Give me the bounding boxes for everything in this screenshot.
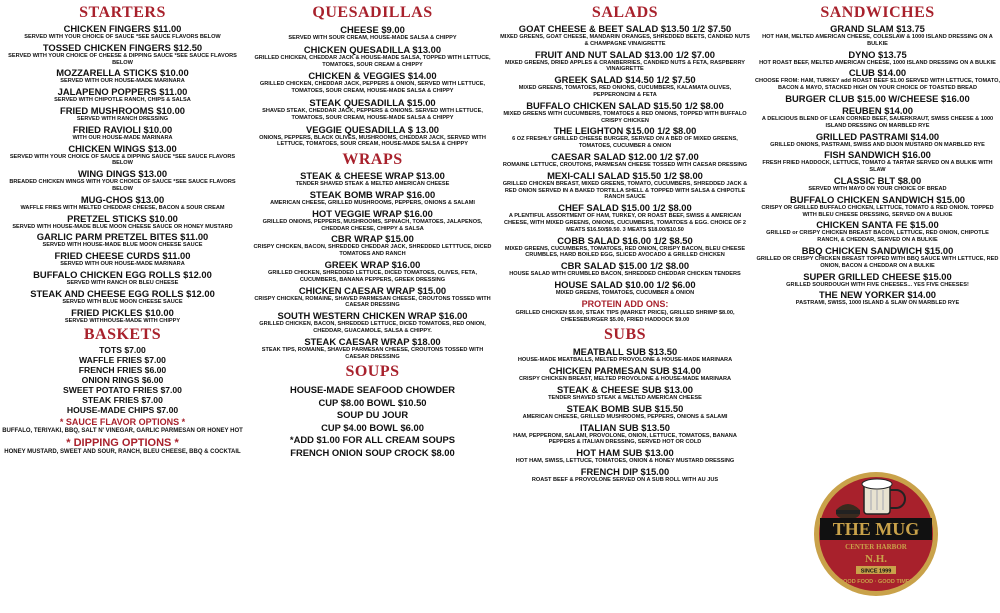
quesadillas-item-description: GRILLED CHICKEN, CHEDDAR JACK & HOUSE-MADE SALSA, TOPPED WITH LETTUCE, TOMATOES, SOUR CREAM & CHIPPY bbox=[254, 54, 491, 68]
quesadillas-item bbox=[250, 24, 495, 42]
salads-item-name: COBB SALAD $16.00 1/2 $8.50 bbox=[557, 234, 693, 246]
subs-item-name: MEATBALL SUB $13.50 bbox=[572, 346, 678, 358]
the-mug-logo bbox=[812, 470, 940, 598]
sandwiches-item bbox=[755, 149, 1000, 174]
soups-item bbox=[250, 409, 495, 422]
sandwiches-item-description: FRESH FRIED HADDOCK, LETTUCE, TOMATO & TARTAR SERVED ON A BULKIE WITH SLAW bbox=[762, 160, 993, 174]
quesadillas-item-name: CHEESE $9.00 bbox=[340, 24, 405, 35]
sandwiches-item bbox=[755, 219, 1000, 244]
wraps-item-description: GRILLED ONIONS, PEPPERS, MUSHROOMS, SPINACH, TOMATOES, JALAPENOS, CHEDDAR CHEESE, CHIPPY & SALSA bbox=[262, 218, 483, 232]
sandwiches-item-description: GRILLED or CRISPY CHICKEN BREAST BACON, LETTUCE, RED ONION, CHIPOTLE RANCH, & CHEDDAR, SERVED ON A BULKIE bbox=[766, 230, 989, 244]
sandwiches-item bbox=[755, 131, 1000, 149]
subs-item bbox=[500, 447, 750, 465]
subs-item-name: HOT HAM SUB $13.00 bbox=[576, 447, 674, 459]
wraps-item-name: HOT VEGGIE WRAP $16.00 bbox=[312, 207, 433, 219]
salads-item bbox=[500, 235, 750, 260]
subs-item bbox=[500, 466, 750, 484]
wraps-item bbox=[250, 189, 495, 207]
quesadillas-item-name: VEGGIE QUESADILLA $ 13.00 bbox=[305, 123, 440, 135]
salads-item-name: BUFFALO CHICKEN SALAD $15.50 1/2 $8.00 bbox=[526, 99, 724, 111]
wraps-item-description: TENDER SHAVED STEAK & MELTED AMERICAN CHEESE bbox=[295, 181, 450, 188]
subs-item-name: FRENCH DIP $15.00 bbox=[580, 465, 670, 477]
salads-item-description: MIXED GREENS, CUCUMBERS, TOMATOES, RED ONION, CRISPY BACON, BLEU CHEESE CRUMBLES, HARD BOILED EGG, SLICED AVOCADO & GRILLED CHICKEN bbox=[504, 245, 746, 259]
quesadillas-heading: QUESADILLAS bbox=[312, 4, 433, 21]
baskets-item-name: SWEET POTATO FRIES $7.00 bbox=[63, 385, 182, 396]
wraps-item-description: CRISPY CHICKEN, BACON, SHREDDED CHEDDAR JACK, SHREDDED LETTTUCE, DICED TOMATOES AND RANCH bbox=[253, 244, 492, 258]
starters-item-name: GARLIC PARM PRETZEL BITES $11.00 bbox=[36, 231, 209, 243]
sandwiches-item-description: SERVED WITH MAYO ON YOUR CHOICE OF BREAD bbox=[808, 185, 947, 192]
starters-item-name: CHICKEN WINGS $13.00 bbox=[68, 142, 177, 154]
protein-add-ons-heading: PROTEIN ADD ONS: bbox=[581, 298, 669, 309]
salads-item bbox=[500, 23, 750, 48]
sandwiches-item-description: GRILLED ONIONS, PASTRAMI, SWISS AND DIJON MUSTARD ON MARBLED RYE bbox=[770, 141, 985, 148]
quesadillas-item-name: CHICKEN QUESADILLA $13.00 bbox=[303, 43, 442, 55]
sandwiches-item-description: GRILLED SOURDOUGH WITH FIVE CHEESES... YES FIVE CHEESES! bbox=[786, 281, 969, 288]
subs-item-name: STEAK BOMB SUB $15.50 bbox=[566, 402, 684, 414]
wraps-item-name: GREEK WRAP $16.00 bbox=[324, 258, 421, 270]
wraps-item bbox=[250, 336, 495, 361]
starters-item-name: JALAPENO POPPERS $11.00 bbox=[57, 86, 188, 98]
baskets-item bbox=[0, 395, 245, 405]
wraps-item-description: GRILLED CHICKEN, BACON, SHREDDED LETTUCE, DICED TOMATOES, RED ONION, CHEDDAR, GUACAMOLE, SALSA & CHIPPY. bbox=[259, 321, 486, 334]
wraps-item-description: STEAK TIPS, ROMAINE, SHAVED PARMESAN CHEESE, CROUTONS TOSSED WITH CAESAR DRESSING bbox=[261, 346, 484, 360]
salads-item-name: GREEK SALAD $14.50 1/2 $7.50 bbox=[554, 74, 696, 86]
salads-list bbox=[500, 23, 750, 297]
wraps-item bbox=[250, 208, 495, 233]
dipping-heading: * DIPPING OPTIONS * bbox=[66, 437, 179, 450]
starters-item-description: SERVED WITH YOUR CHOICE OF SAUCE *SEE SAUCE FLAVORS BELOW bbox=[24, 34, 221, 40]
baskets-item-name: HOUSE-MADE CHIPS $7.00 bbox=[66, 405, 179, 416]
sandwiches-item bbox=[755, 289, 1000, 307]
salads-heading: SALADS bbox=[591, 4, 659, 21]
starters-item-name: CHICKEN FINGERS $11.00 bbox=[63, 23, 182, 34]
salads-item-description: GRILLED CHICKEN BREAST, MIXED GREENS, TOMATO, CUCUMBERS, SHREDDED JACK & RED ONION SERVED IN A BAKED TORTILLA SHELL & TOPPED WITH SALSA & CHIPOTLE RANCH SAUCE bbox=[502, 180, 748, 201]
subs-item-name: CHICKEN PARMESAN SUB $14.00 bbox=[549, 365, 701, 377]
sandwiches-item bbox=[755, 194, 1000, 219]
starters-item bbox=[0, 307, 245, 325]
baskets-item bbox=[0, 365, 245, 375]
starters-item bbox=[0, 67, 245, 85]
salads-item-name: GOAT CHEESE & BEET SALAD $13.50 1/2 $7.50 bbox=[518, 23, 732, 34]
starters-item-name: MUG-CHOS $13.00 bbox=[80, 193, 165, 205]
wraps-item bbox=[250, 285, 495, 310]
starters-item-name: FRIED PICKLES $10.00 bbox=[71, 306, 174, 318]
column-starters-baskets bbox=[0, 0, 245, 613]
baskets-list bbox=[0, 345, 245, 415]
starters-item-description: BREADED CHICKEN WINGS WITH YOUR CHOICE OF SAUCE *SEE SAUCE FLAVORS BELOW bbox=[9, 179, 236, 192]
wraps-item bbox=[250, 233, 495, 258]
sandwiches-item-name: GRILLED PASTRAMI $14.00 bbox=[815, 130, 940, 142]
sandwiches-item-name: GRAND SLAM $13.75 bbox=[830, 23, 925, 34]
starters-item-name: FRIED RAVIOLI $10.00 bbox=[72, 123, 173, 135]
sandwiches-item bbox=[755, 23, 1000, 48]
salads-item bbox=[500, 100, 750, 125]
wraps-list bbox=[250, 170, 495, 360]
starters-item-description: SERVED WITH BLUE MOON CHEESE SAUCE bbox=[62, 298, 183, 305]
logo-since: SINCE 1999 bbox=[860, 568, 892, 575]
subs-item bbox=[500, 384, 750, 402]
starters-item bbox=[0, 23, 245, 41]
logo-title: THE MUG bbox=[832, 519, 920, 539]
baskets-item-name: WAFFLE FRIES $7.00 bbox=[79, 355, 166, 366]
wraps-item bbox=[250, 170, 495, 188]
subs-item-description: CRISPY CHICKEN BREAST, MELTED PROVOLONE & HOUSE-MADE MARINARA bbox=[518, 376, 732, 383]
quesadillas-item-description: GRILLED CHICKEN, CHEDDAR JACK, PEPPERS & ONION, SERVED WITH LETTUCE, TOMATOES, SOUR CREAM, HOUSE-MADE SALSA & CHIPPY bbox=[259, 81, 486, 95]
sandwiches-item-description: HOT ROAST BEEF, MELTED AMERICAN CHEESE, 1000 ISLAND DRESSING ON A BULKIE bbox=[759, 59, 996, 66]
quesadillas-item bbox=[250, 97, 495, 122]
salads-item-name: CHEF SALAD $15.00 1/2 $8.00 bbox=[558, 202, 692, 214]
wraps-item-name: STEAK CAESAR WRAP $18.00 bbox=[304, 335, 441, 347]
sandwiches-item-name: BUFFALO CHICKEN SANDWICH $15.00 bbox=[789, 193, 966, 205]
starters-item bbox=[0, 194, 245, 212]
wraps-heading: WRAPS bbox=[342, 151, 403, 169]
starters-item bbox=[0, 288, 245, 306]
soups-item-name: CUP $4.00 BOWL $6.00 bbox=[321, 421, 424, 433]
starters-item bbox=[0, 105, 245, 123]
wraps-item-description: CRISPY CHICKEN, ROMAINE, SHAVED PARMESAN CHEESE, CROUTONS TOSSED WITH CAESAR DRESSING bbox=[254, 295, 491, 309]
starters-item-name: PRETZEL STICKS $10.00 bbox=[67, 212, 178, 224]
sandwiches-list bbox=[755, 23, 1000, 307]
starters-item bbox=[0, 213, 245, 231]
subs-item-description: TENDER SHAVED STEAK & MELTED AMERICAN CHEESE bbox=[548, 394, 702, 401]
dipping-text: HONEY MUSTARD, SWEET AND SOUR, RANCH, BLEU CHEESE, BBQ & COCKTAIL bbox=[4, 449, 241, 456]
quesadillas-list bbox=[250, 24, 495, 148]
sandwiches-item-name: BURGER CLUB $15.00 W/CHEESE $16.00 bbox=[785, 92, 970, 104]
subs-item-description: HOUSE-MADE MEATBALLS, MELTED PROVOLONE & HOUSE-MADE MARINARA bbox=[517, 357, 733, 364]
salads-item-description: MIXED GREENS, TOMATOES, RED ONIONS, CUCUMBERS, KALAMATA OLIVES, PEPPERONCINI & FETA bbox=[518, 85, 732, 98]
sandwiches-item-name: REUBEN $14.00 bbox=[842, 104, 913, 116]
salads-item bbox=[500, 74, 750, 99]
sandwiches-item-name: CLASSIC BLT $8.00 bbox=[833, 174, 922, 186]
wraps-item-description: GRILLED CHICKEN, SHREDDED LETTUCE, DICED TOMATOES, OLIVES, FETA, CUCUMBERS, BANANA PEPPERS, GREEK DRESSING bbox=[267, 269, 478, 283]
salads-item bbox=[500, 202, 750, 233]
quesadillas-item-name: CHICKEN & VEGGIES $14.00 bbox=[308, 70, 437, 82]
sandwiches-heading: SANDWICHES bbox=[820, 4, 935, 21]
starters-item-name: BUFFALO CHICKEN EGG ROLLS $12.00 bbox=[33, 268, 212, 280]
subs-item bbox=[500, 422, 750, 447]
starters-item-description: SERVED WITH YOUR CHOICE OF CHEESE & DIPPING SAUCE *SEE SAUCE FLAVORS BELOW bbox=[8, 52, 237, 66]
sandwiches-item bbox=[755, 245, 1000, 270]
sandwiches-item-description: GRILLED OR CRISPY CHICKEN BREAST TOPPED WITH BBQ SAUCE WITH LETTUCE, RED ONION, BACON & CHEDDAR ON A BULKIE bbox=[756, 255, 999, 269]
baskets-item bbox=[0, 355, 245, 365]
wraps-item-name: CBR WRAP $15.00 bbox=[331, 233, 414, 245]
salads-item-description: HOUSE SALAD WITH CRUMBLED BACON, SHREDDED CHEDDAR CHICKEN TENDERS bbox=[509, 271, 741, 278]
soups-item-name: SOUP DU JOUR bbox=[336, 409, 409, 421]
salads-item-name: FRUIT AND NUT SALAD $13.00 1/2 $7.00 bbox=[535, 48, 715, 60]
soups-item-name: HOUSE-MADE SEAFOOD CHOWDER bbox=[289, 384, 456, 396]
subs-item-description: HAM, PEPPERONI, SALAMI, PROVOLONE, ONION, LETTUCE, TOMATOES, BANANA PEPPERS & ITALIAN DRESSING, SERVED HOT OR COLD bbox=[513, 432, 737, 446]
starters-item-description: SERVED WITHHOUSE-MADE WITH CHIPPY bbox=[64, 317, 181, 324]
quesadillas-item-description: SHAVED STEAK, CHEDDAR JACK, PEPPERS & ONIONS. SERVED WITH LETTUCE, TOMATOES, SOUR CREAM, HOUSE-MADE SALSA & CHIPPY bbox=[262, 107, 483, 121]
baskets-item bbox=[0, 385, 245, 395]
starters-item bbox=[0, 42, 245, 67]
starters-item-description: SERVED WITH HOUSE-MADE BLUE MOON CHEESE SAUCE OR HONEY MUSTARD bbox=[12, 223, 233, 230]
subs-item bbox=[500, 346, 750, 364]
sandwiches-item-description: CRISPY OR GRILLED BUFFALO CHICKEN, LETTUCE, TOMATO & RED ONION. TOPPED WITH BLEU CHEESE DRESSING, SERVED ON A BULKIE bbox=[761, 204, 994, 218]
salads-item-description: MIXED GREENS, GOAT CHEESE, MANDARIN ORANGES, SHREDDED BEETS, CANDIED NUTS & CHAMPAGNE VINAIGRETTE bbox=[500, 34, 750, 47]
sauce-flavor-text: BUFFALO, TERIYAKI, BBQ, SALT N' VINEGAR, GARLIC PARMESAN OR HONEY HOT bbox=[2, 428, 243, 435]
subs-item-name: ITALIAN SUB $13.50 bbox=[580, 421, 670, 433]
starters-item bbox=[0, 86, 245, 104]
starters-item bbox=[0, 143, 245, 168]
sandwiches-item-name: DYNO $13.75 bbox=[848, 48, 907, 60]
baskets-item bbox=[0, 345, 245, 355]
wraps-item-name: STEAK BOMB WRAP $16.00 bbox=[309, 188, 436, 200]
sandwiches-item-description: HOT HAM, MELTED AMERICAN CHEESE, COLESLAW & 1000 ISLAND DRESSING ON A BULKIE bbox=[762, 34, 993, 47]
salads-item-name: CAESAR SALAD $12.00 1/2 $7.00 bbox=[551, 150, 699, 162]
column-quesadillas-wraps-soups bbox=[250, 0, 495, 613]
quesadillas-item-description: ONIONS, PEPPERS, BLACK OLIVES, MUSHROOMS, CHEDDAR JACK, SERVED WITH LETTUCE, TOMATOES, SOUR CREAM, HOUSE-MADE SALSA & CHIPPY bbox=[259, 134, 486, 148]
starters-item-description: SERVED WITH OUR HOUSE-MADE MARINARA bbox=[60, 261, 185, 268]
baskets-item-name: ONION RINGS $6.00 bbox=[81, 375, 164, 386]
protein-add-ons-text: GRILLED CHICKEN $5.00, STEAK TIPS (MARKET PRICE), GRILLED SHRIMP $8.00, CHEESEBURGER $5.00, FRIED HADDOCK $9.00 bbox=[515, 309, 735, 323]
subs-heading: SUBS bbox=[603, 326, 647, 344]
sandwiches-item-name: THE NEW YORKER $14.00 bbox=[818, 289, 937, 301]
salads-item-description: MIXED GREENS, DRIED APPLES & CRANBERRIES, CANDIED NUTS & FETA, RASPBERRY VINAIGRETTE bbox=[504, 59, 746, 73]
wraps-item-description: AMERICAN CHEESE, GRILLED MUSHROOMS, PEPPERS, ONIONS & SALAMI bbox=[270, 199, 475, 206]
starters-item bbox=[0, 250, 245, 268]
starters-list bbox=[0, 23, 245, 324]
soups-list bbox=[250, 384, 495, 459]
logo-tagline: GOOD FOOD · GOOD TIMES bbox=[838, 579, 914, 585]
sandwiches-item-description: A DELICIOUS BLEND OF LEAN CORNED BEEF, SAUERKRAUT, SWISS CHEESE & 1000 ISLAND DRESSING ON MARBLED RYE bbox=[761, 115, 994, 129]
sandwiches-item bbox=[755, 49, 1000, 67]
salads-item-name: THE LEIGHTON $15.00 1/2 $8.00 bbox=[553, 125, 697, 137]
starters-item-description: SERVED WITH RANCH DRESSING bbox=[76, 115, 169, 122]
starters-item-description: WAFFLE FRIES WITH MELTED CHEDDAR CHEESE, BACON & SOUR CREAM bbox=[20, 204, 225, 211]
salads-item-name: HOUSE SALAD $10.00 1/2 $6.00 bbox=[554, 278, 696, 290]
salads-item-name: CBR SALAD $15.00 1/2 $8.00 bbox=[560, 260, 690, 272]
soups-item bbox=[250, 434, 495, 447]
salads-item bbox=[500, 260, 750, 278]
salads-item-description: A PLENTIFUL ASSORTMENT OF HAM, TURKEY, OR ROAST BEEF, SWISS & AMERICAN CHEESE, WITH MIXED GREENS, ONIONS, CUCUMBERS, TOMATOES & EGG. CHOICE OF 2 MEATS $16.50/$9.50. 3 MEATS $18.00/$10.50 bbox=[503, 213, 747, 233]
starters-item bbox=[0, 124, 245, 142]
sandwiches-item bbox=[755, 93, 1000, 104]
salads-item-description: 6 OZ FRESHLY GRILLED CHEESE BURGER, SERVED ON A BED OF MIXED GREENS, TOMATOES, CUCUMBER & ONION bbox=[512, 136, 738, 150]
subs-item-description: ROAST BEEF & PROVOLONE SERVED ON A SUB ROLL WITH AU JUS bbox=[531, 476, 719, 483]
subs-item bbox=[500, 365, 750, 383]
salads-item bbox=[500, 151, 750, 169]
subs-item bbox=[500, 403, 750, 421]
baskets-item-name: TOTS $7.00 bbox=[99, 345, 146, 356]
sandwiches-item bbox=[755, 105, 1000, 130]
baskets-heading: BASKETS bbox=[83, 326, 162, 344]
salads-item bbox=[500, 279, 750, 297]
salads-item-description: ROMAINE LETTUCE, CROUTONS, PARMESAN CHEESE TOSSED WITH CAESAR DRESSING bbox=[502, 161, 748, 168]
baskets-item bbox=[0, 375, 245, 385]
starters-item-name: MOZZARELLA STICKS $10.00 bbox=[56, 67, 189, 79]
starters-item-description: SERVED WITH YOUR CHOICE OF SAUCE & DIPPING SAUCE *SEE SAUCE FLAVORS BELOW bbox=[9, 153, 236, 167]
salads-item-name: MEXI-CALI SALAD $15.50 1/2 $8.00 bbox=[547, 169, 703, 181]
sandwiches-item bbox=[755, 67, 1000, 92]
sandwiches-item-name: FISH SANDWICH $16.00 bbox=[824, 149, 931, 161]
starters-item-name: STEAK AND CHEESE EGG ROLLS $12.00 bbox=[30, 287, 215, 299]
wraps-item bbox=[250, 259, 495, 284]
quesadillas-item bbox=[250, 70, 495, 95]
quesadillas-item-name: STEAK QUESADILLA $15.00 bbox=[309, 96, 436, 108]
soups-heading: SOUPS bbox=[345, 363, 400, 381]
starters-item-name: FRIED MUSHROOMS $10.00 bbox=[59, 104, 186, 116]
starters-item bbox=[0, 269, 245, 287]
subs-item-description: HOT HAM, SWISS, LETTUCE, TOMATOES, ONION & HONEY MUSTARD DRESSING bbox=[515, 458, 735, 465]
starters-item-description: SERVED WITH CHIPOTLE RANCH, CHIPS & SALSA bbox=[54, 97, 191, 104]
quesadillas-item-description: SERVED WITH SOUR CREAM, HOUSE-MADE SALSA & CHIPPY bbox=[288, 35, 457, 41]
starters-item-description: SERVED WITH HOUSE-MADE BLUE MOON CHEESE SAUCE bbox=[42, 242, 203, 249]
starters-item-description: SERVED WITH OUR HOUSE-MADE MARINARA bbox=[60, 78, 185, 85]
starters-item bbox=[0, 168, 245, 193]
subs-item-description: AMERICAN CHEESE, GRILLED MUSHROOMS, PEPPERS, ONIONS & SALAMI bbox=[522, 413, 728, 420]
salads-item-description: MIXED GREENS WITH CUCUMBERS, TOMATOES & RED ONIONS, TOPPED WITH BUFFALO CRISPY CHICKEN bbox=[503, 110, 747, 124]
soups-item-name: *ADD $1.00 FOR ALL CREAM SOUPS bbox=[289, 434, 456, 446]
salads-item bbox=[500, 170, 750, 201]
baskets-item-name: STEAK FRIES $7.00 bbox=[82, 395, 163, 406]
quesadillas-item bbox=[250, 124, 495, 149]
sandwiches-item-name: CHICKEN SANTA FE $15.00 bbox=[816, 219, 939, 231]
logo-location: CENTER HARBOR bbox=[845, 543, 907, 551]
starters-item-name: WING DINGS $13.00 bbox=[77, 168, 168, 180]
sandwiches-item bbox=[755, 271, 1000, 289]
soups-item-name: CUP $8.00 BOWL $10.50 bbox=[318, 396, 427, 408]
baskets-item bbox=[0, 405, 245, 415]
starters-item-description: WITH OUR HOUSE-MADE MARINARA bbox=[72, 134, 173, 141]
sandwiches-item-description: CHOOSE FROM: HAM, TURKEY add ROAST BEEF $1.00 SERVED WITH LETTUCE, TOMATO, BACON & MAYO, STACKED HIGH ON YOUR CHOICE OF TOASTED BREAD bbox=[755, 78, 1000, 92]
subs-item-name: STEAK & CHEESE SUB $13.00 bbox=[557, 383, 693, 395]
salads-item-description: MIXED GREENS, TOMATOES, CUCUMBER & ONION bbox=[555, 289, 695, 296]
soups-item-name: FRENCH ONION SOUP CROCK $8.00 bbox=[290, 446, 455, 458]
sauce-flavor-heading: * SAUCE FLAVOR OPTIONS * bbox=[59, 417, 186, 428]
sandwiches-item bbox=[755, 175, 1000, 193]
soups-item bbox=[250, 422, 495, 435]
logo-state: N.H. bbox=[865, 553, 887, 565]
sandwiches-item-name: BBQ CHICKEN SANDWICH $15.00 bbox=[801, 244, 954, 256]
soups-item bbox=[250, 384, 495, 397]
starters-item-name: FRIED CHEESE CURDS $11.00 bbox=[54, 250, 191, 262]
salads-item bbox=[500, 49, 750, 74]
soups-item bbox=[250, 397, 495, 410]
wraps-item-name: CHICKEN CAESAR WRAP $15.00 bbox=[298, 284, 447, 296]
baskets-item-name: FRENCH FRIES $6.00 bbox=[78, 365, 167, 376]
sandwiches-item-name: SUPER GRILLED CHEESE $15.00 bbox=[803, 270, 952, 282]
wraps-item-name: STEAK & CHEESE WRAP $13.00 bbox=[300, 170, 445, 182]
starters-heading: STARTERS bbox=[79, 4, 166, 21]
sandwiches-item-description: PASTRAMI, SWISS, 1000 ISLAND & SLAW ON MARBLED RYE bbox=[795, 300, 960, 307]
wraps-item-name: SOUTH WESTERN CHICKEN WRAP $16.00 bbox=[277, 310, 468, 322]
subs-list bbox=[500, 346, 750, 483]
sandwiches-item-name: CLUB $14.00 bbox=[848, 67, 907, 79]
starters-item bbox=[0, 231, 245, 249]
starters-item-description: SERVED WITH RANCH OR BLEU CHEESE bbox=[66, 279, 179, 286]
starters-item-name: TOSSED CHICKEN FINGERS $12.50 bbox=[42, 41, 203, 53]
column-salads-subs bbox=[500, 0, 750, 613]
wraps-item bbox=[250, 310, 495, 335]
quesadillas-item bbox=[250, 44, 495, 69]
soups-item bbox=[250, 447, 495, 460]
salads-item bbox=[500, 125, 750, 150]
